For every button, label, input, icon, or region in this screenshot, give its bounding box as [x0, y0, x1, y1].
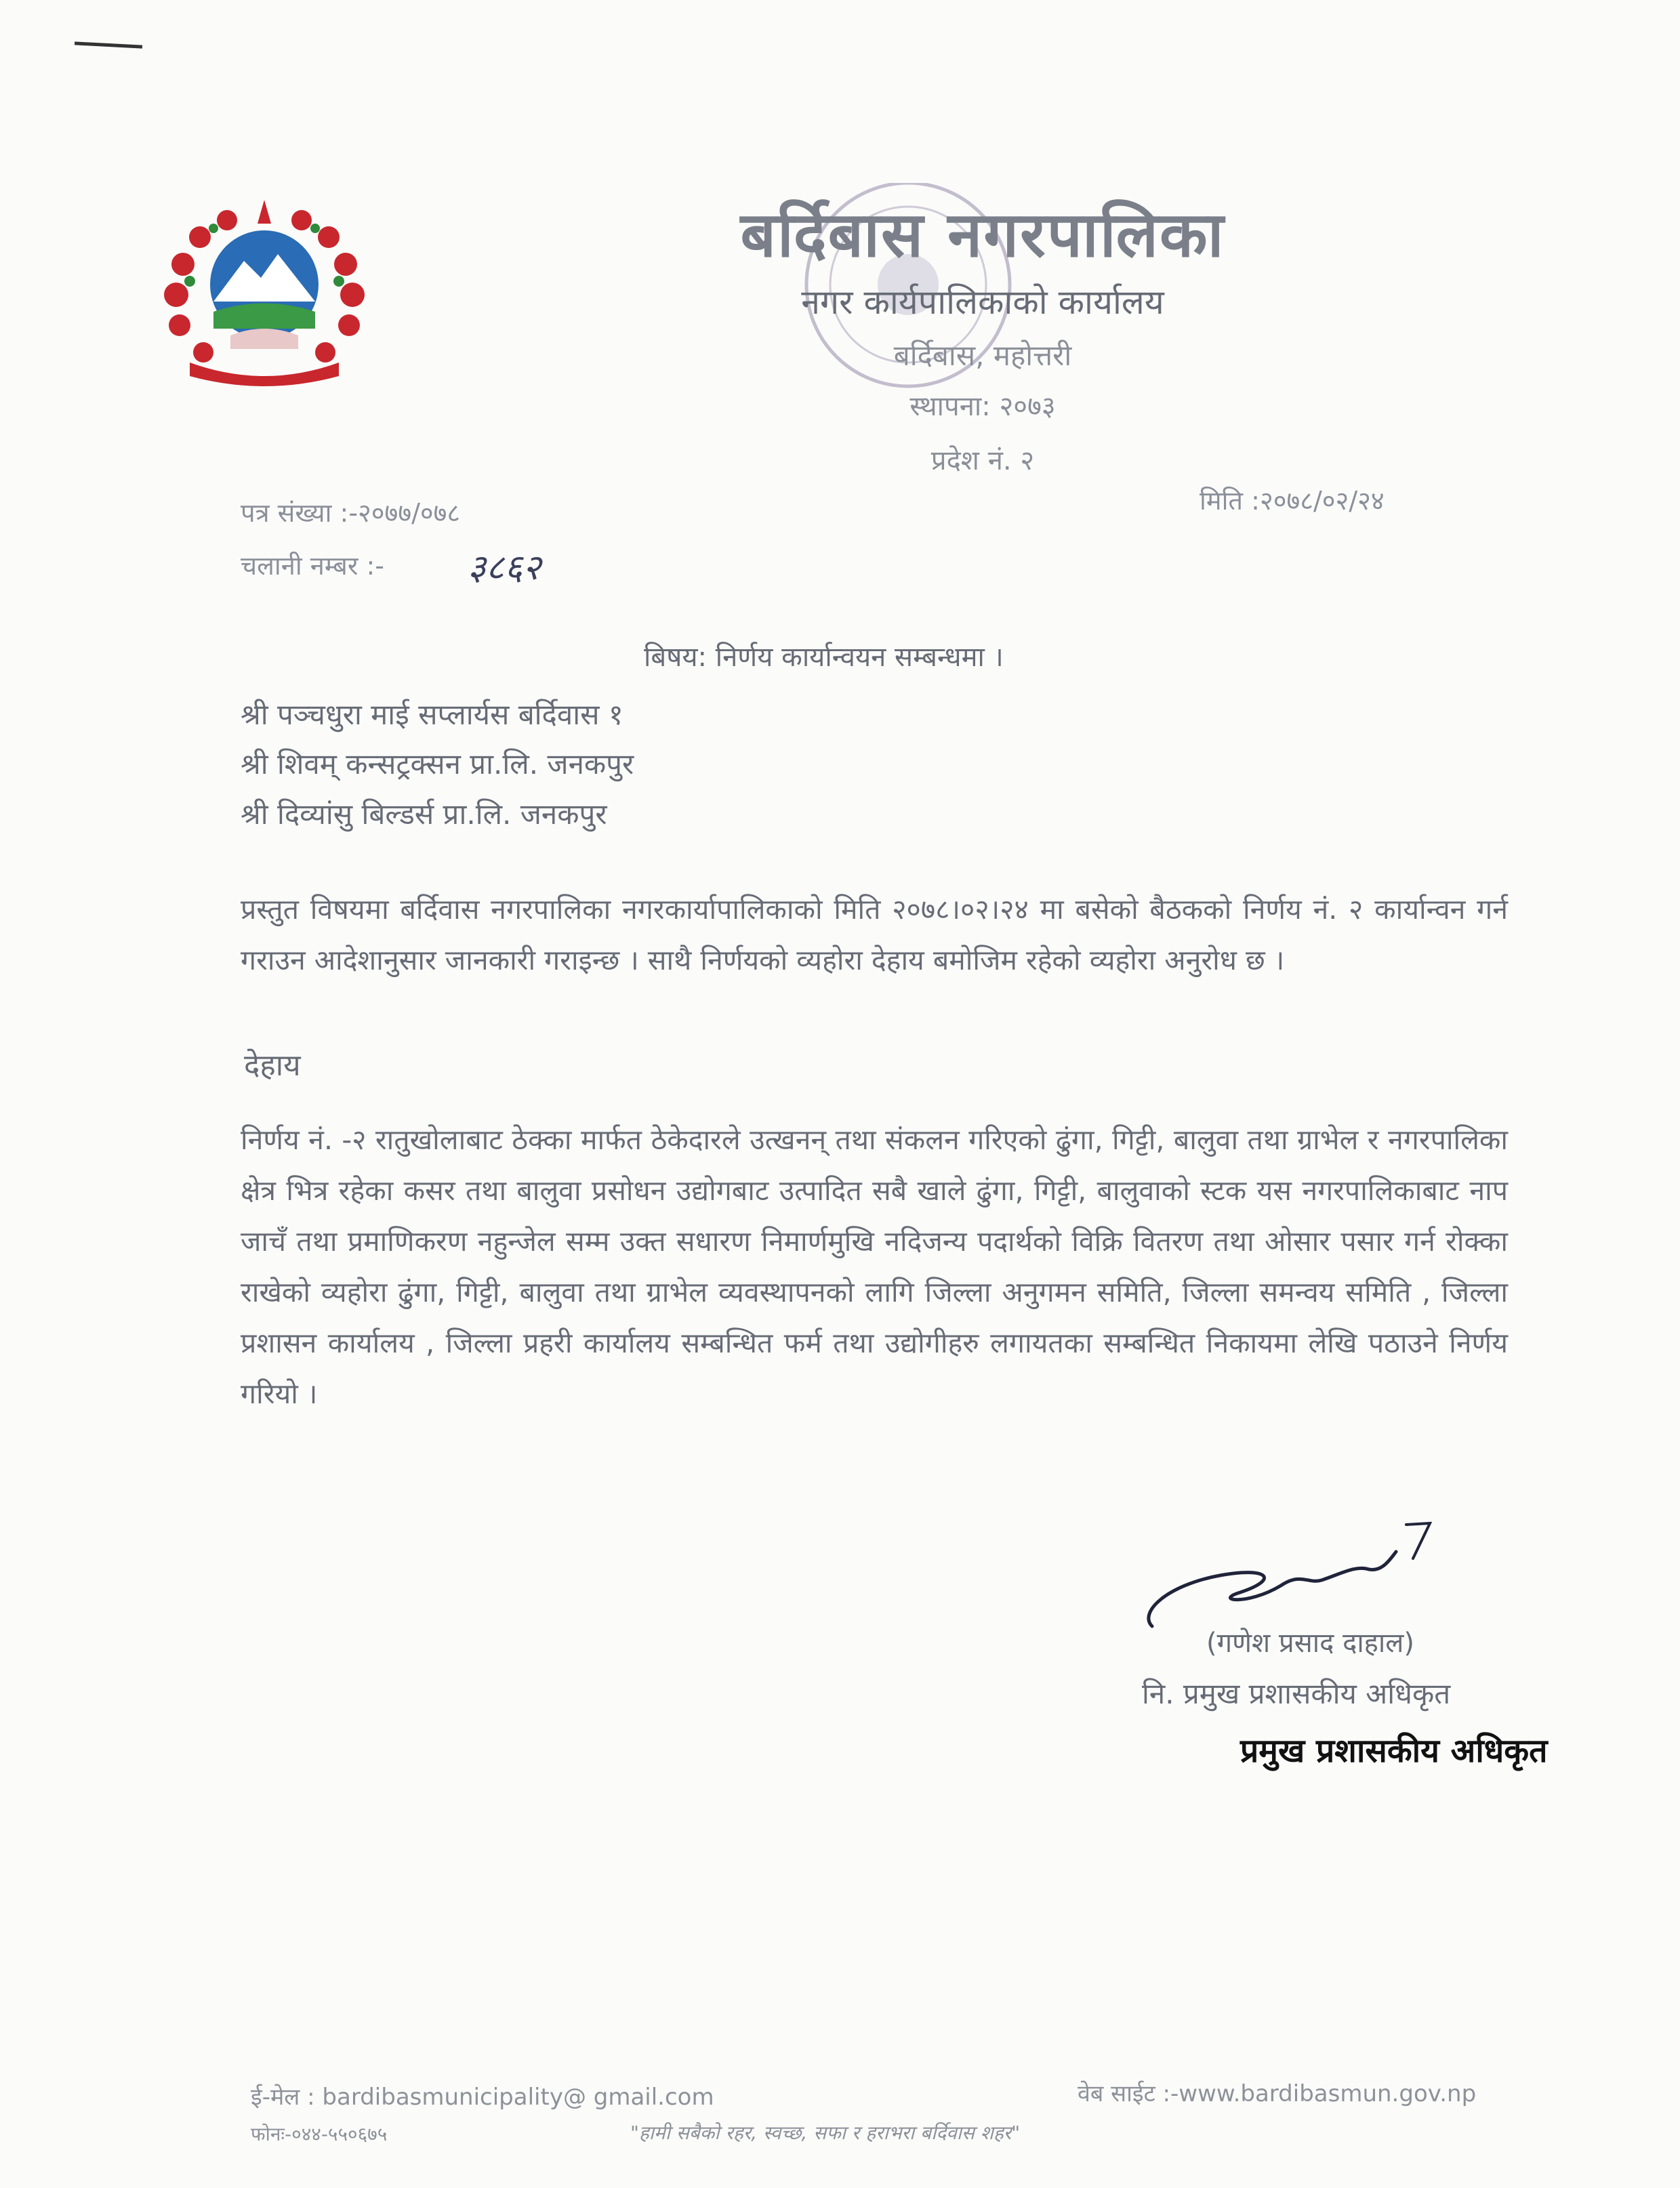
- letter-date: मिति :२०७८/०२/२४: [1200, 486, 1385, 516]
- nepal-emblem-icon: [149, 193, 380, 396]
- signatory-name: (गणेश प्रसाद दाहाल): [1206, 1628, 1415, 1659]
- body-paragraph-decision: निर्णय नं. -२ रातुखोलाबाट ठेक्का मार्फत ठेकेदारले उत्खनन् तथा संकलन गरिएको ढुंगा, गिट्टी, बालुवा तथा ग्राभेल र नगरपालिका क्षेत्र भित्र रहेका कसर तथा बालुवा प्रसोधन उद्योगबाट उत्पादित सबै खाले ढुंगा, गिट्टी, बालुवाको स्टक यस नगरपालिकाबाट नाप जाचँ तथा प्रमाणिकरण नहुन्जेल सम्म उक्त सधारण निमार्णमुखि नदिजन्य पदार्थको विक्रि वितरण तथा ओसार पसार गर्न रोक्का राखेको व्यहोरा ढुंगा, गिट्टी, बालुवा तथा ग्राभेल व्यवस्थापनको लागि जिल्ला अनुगमन समिति, जिल्ला समन्वय समिति , जिल्ला प्रशासन कार्यालय , जिल्ला प्रहरी कार्यालय सम्बन्धित फर्म तथा उद्योगीहरु लगायतका सम्बन्धित निकायमा लेखि पठाउने निर्णय गरियो ।: [241, 1123, 1508, 1410]
- designation-stamp: प्रमुख प्रशासकीय अधिकृत: [1240, 1732, 1548, 1770]
- office-address: बर्दिबास, महोत्तरी: [893, 339, 1072, 372]
- footer-slogan: "हामी सबैको रहर, स्वच्छ, सफा र हराभरा बर्दिवास शहर": [630, 2122, 1021, 2144]
- pen-mark: [75, 41, 142, 48]
- office-subtitle: नगर कार्यपालिकाको कार्यालय: [801, 283, 1164, 322]
- footer-email: ई-मेल : bardibasmunicipality@ gmail.com: [251, 2084, 714, 2111]
- footer-phone: फोनः-०४४-५५०६७५: [251, 2123, 388, 2145]
- dispatch-number-label: चलानी नम्बर :-: [241, 551, 385, 581]
- municipality-title: बर्दिबास नगरपालिका: [740, 199, 1225, 271]
- signatory-title: नि. प्रमुख प्रशासकीय अधिकृत: [1142, 1677, 1451, 1710]
- dispatch-number-handwritten: ३८६२: [468, 548, 541, 588]
- letter-subject: बिषय: निर्णय कार्यान्वयन सम्बन्धमा ।: [644, 642, 1004, 673]
- recipient-1: श्री पञ्चधुरा माई सप्लार्यस बर्दिवास १: [241, 698, 623, 731]
- recipient-2: श्री शिवम् कन्सट्रक्सन प्रा.लि. जनकपुर: [241, 747, 634, 781]
- body-paragraph-intro: प्रस्तुत विषयमा बर्दिवास नगरपालिका नगरकार्यापालिकाको मिति २०७८।०२।२४ मा बसेको बैठकको निर्णय नं. २ कार्यान्वन गर्न गराउन आदेशानुसार जानकारी गराइन्छ । साथै निर्णयको व्यहोरा देहाय बमोजिम रहेको व्यहोरा अनुरोध छ ।: [241, 893, 1508, 976]
- establishment-year: स्थापना: २०७३: [909, 391, 1056, 422]
- dehay-heading: देहाय: [244, 1048, 301, 1083]
- footer-website: वेब साईट :-www.bardibasmun.gov.np: [1078, 2080, 1477, 2107]
- province-label: प्रदेश नं. २: [930, 445, 1035, 476]
- letter-reference-number: पत्र संख्या :-२०७७/०७८: [241, 498, 461, 528]
- recipient-3: श्री दिव्यांसु बिल्डर्स प्रा.लि. जनकपुर: [241, 798, 607, 831]
